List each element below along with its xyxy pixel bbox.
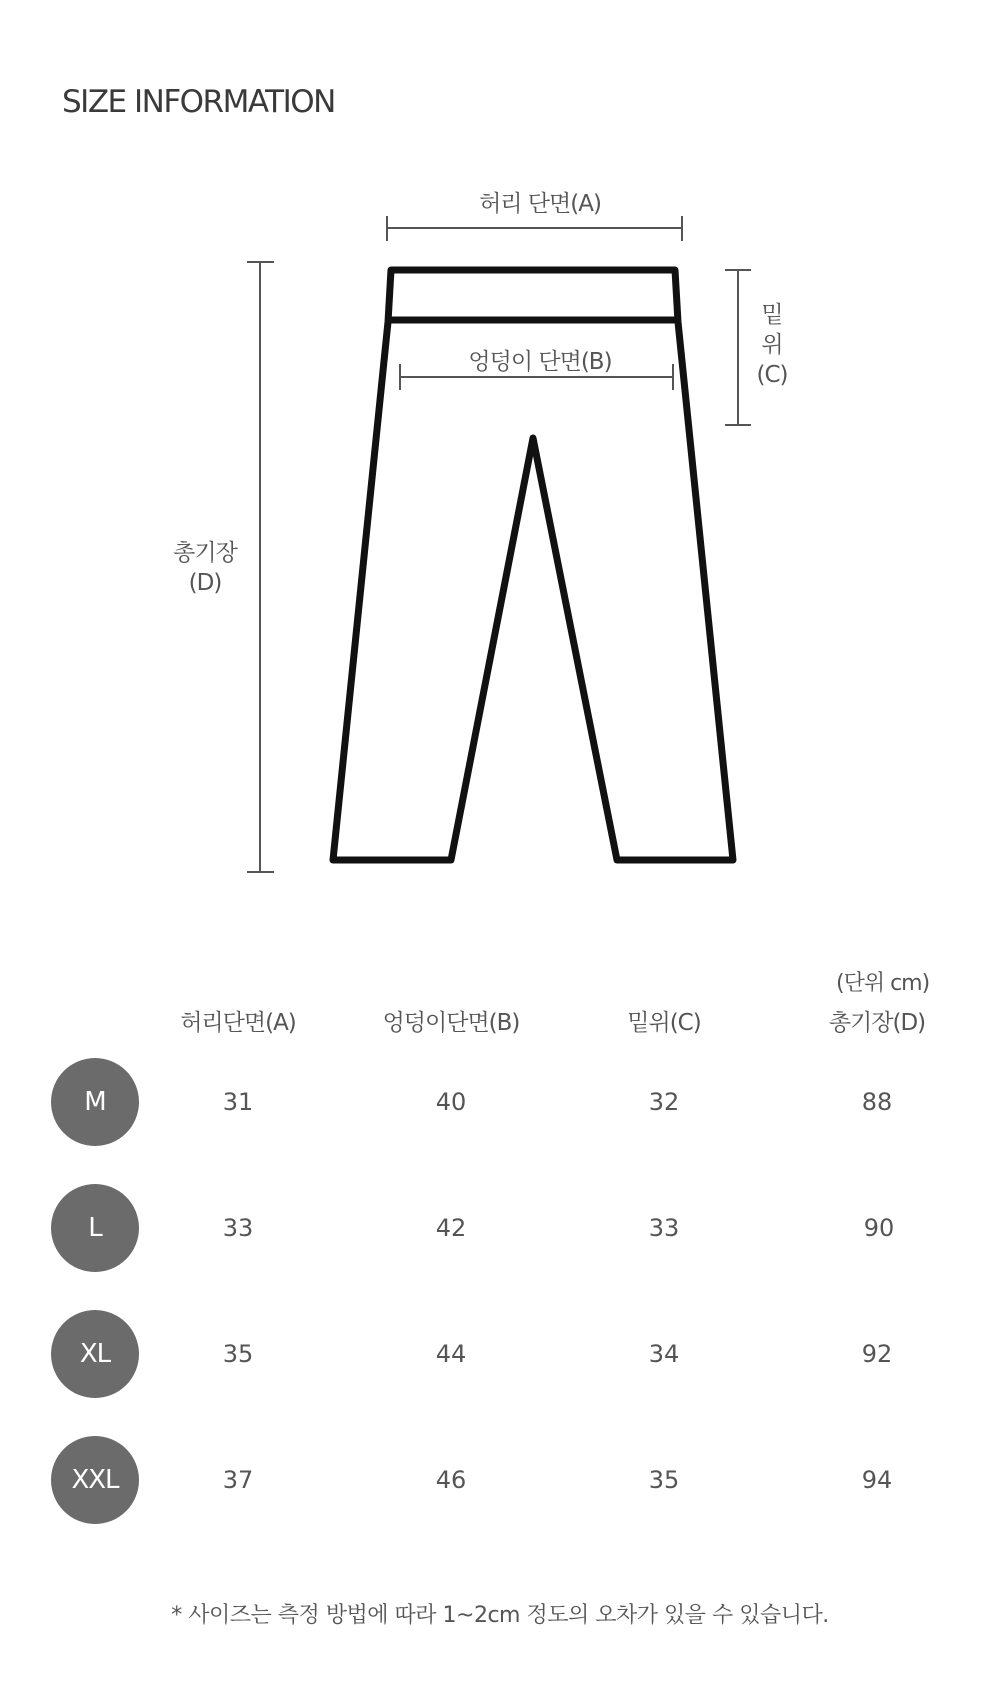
cell-hip: 42 [435, 1214, 467, 1242]
unit-label: (단위 cm) [836, 971, 930, 996]
cell-waist: 35 [222, 1340, 254, 1368]
table-row [0, 1184, 1000, 1272]
header-length: 총기장(D) [828, 1010, 926, 1036]
table-row [0, 1436, 1000, 1524]
header-rise: 밑위(C) [627, 1010, 701, 1036]
size-badge: L [51, 1184, 139, 1272]
cell-length: 88 [861, 1088, 893, 1116]
label-length [165, 538, 245, 598]
table-row [0, 1310, 1000, 1398]
cell-length: 92 [861, 1340, 893, 1368]
label-waist: 허리 단면(A) [479, 191, 601, 217]
size-badge: XXL [51, 1436, 139, 1524]
table-row [0, 1058, 1000, 1146]
label-rise-line3: (C) [756, 362, 788, 388]
size-badge: M [51, 1058, 139, 1146]
cell-length: 94 [861, 1466, 893, 1494]
header-waist: 허리단면(A) [180, 1010, 296, 1036]
label-rise-line2: 위 [761, 332, 783, 358]
cell-hip: 44 [435, 1340, 467, 1368]
label-length-line2: (D) [188, 570, 222, 596]
size-badge: XL [51, 1310, 139, 1398]
cell-rise: 32 [648, 1088, 680, 1116]
cell-waist: 33 [222, 1214, 254, 1242]
cell-hip: 46 [435, 1466, 467, 1494]
cell-rise: 35 [648, 1466, 680, 1494]
header-hip: 엉덩이단면(B) [382, 1010, 520, 1036]
cell-waist: 37 [222, 1466, 254, 1494]
cell-waist: 31 [222, 1088, 254, 1116]
page-title: SIZE INFORMATION [62, 84, 335, 120]
label-rise [742, 300, 802, 390]
label-hip: 엉덩이 단면(B) [468, 349, 612, 375]
measurement-note: * 사이즈는 측정 방법에 따라 1~2cm 정도의 오차가 있을 수 있습니다. [171, 1603, 829, 1628]
label-length-line1: 총기장 [173, 540, 237, 566]
cell-rise: 33 [648, 1214, 680, 1242]
cell-length: 90 [863, 1214, 895, 1242]
label-rise-line1: 밑 [761, 302, 783, 328]
cell-hip: 40 [435, 1088, 467, 1116]
cell-rise: 34 [648, 1340, 680, 1368]
measure-line-d [247, 262, 274, 872]
